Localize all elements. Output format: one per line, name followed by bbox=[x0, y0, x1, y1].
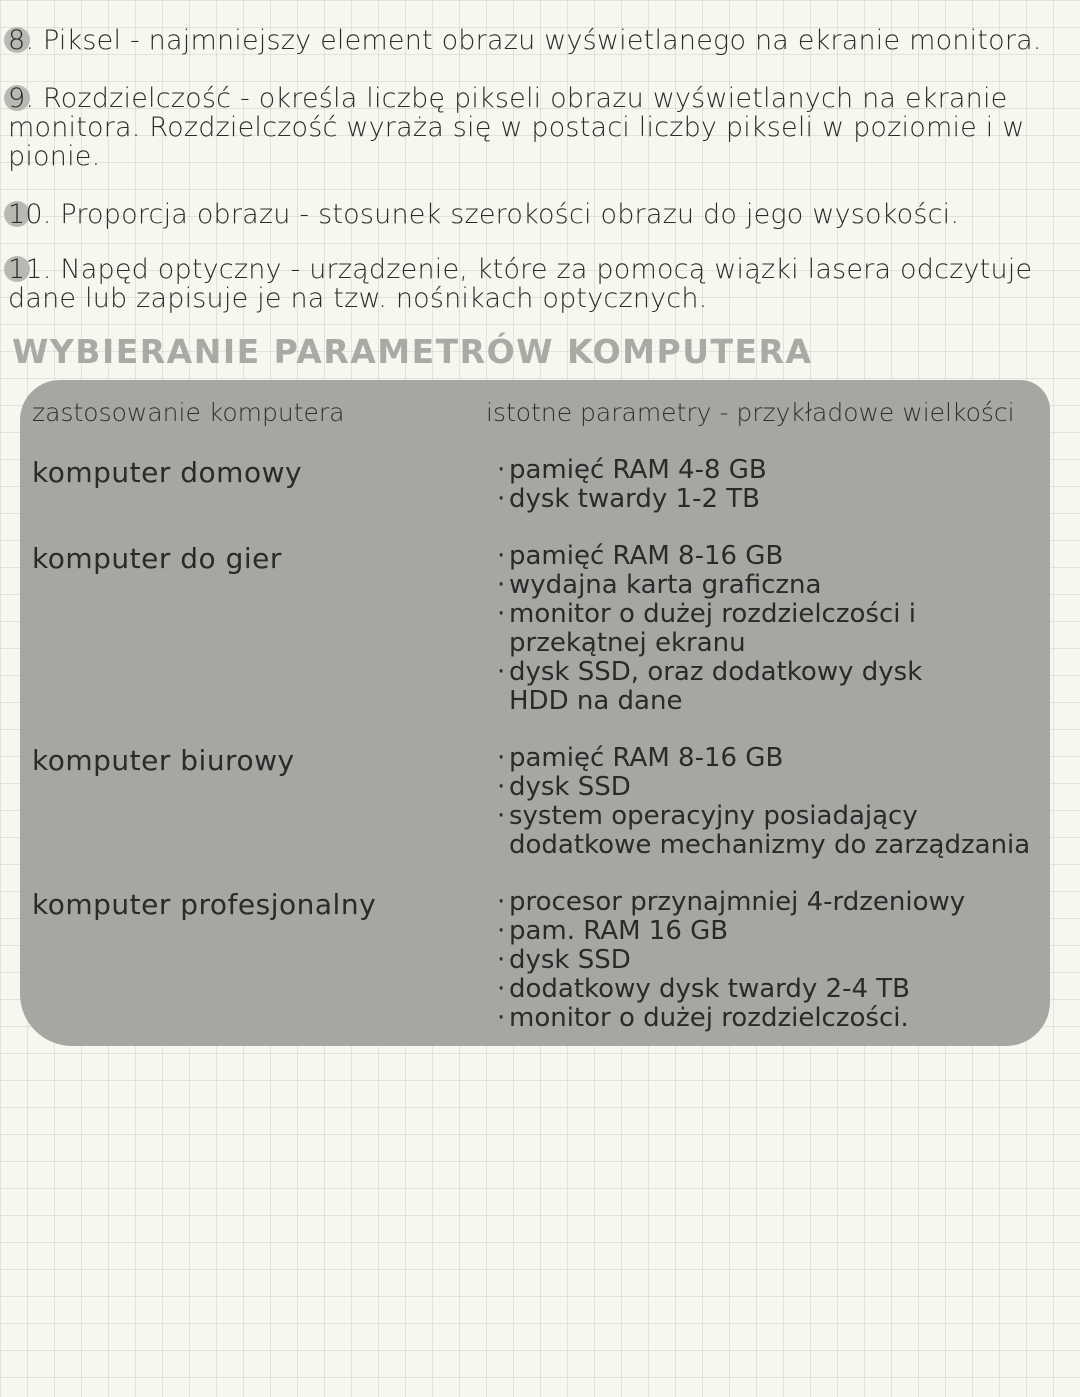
parameter-item: · dysk SSD bbox=[502, 946, 1050, 975]
row-usage: komputer do gier bbox=[32, 542, 282, 575]
definition-item bbox=[8, 84, 1074, 171]
definition-item bbox=[8, 200, 1074, 229]
definition-text: Rozdzielczość - określa liczbę pikseli obrazu wyświetlanych na ekranie monitora. Rozdzielczość wyraża się w postaci liczby pikseli w poziomie i w pionie. bbox=[8, 83, 1025, 172]
row-parameters bbox=[502, 456, 1050, 514]
definition-number: 9. bbox=[8, 83, 35, 114]
row-parameters bbox=[502, 744, 1050, 860]
column-header-parameters: istotne parametry - przykładowe wielkości bbox=[486, 398, 1015, 427]
definition-number: 11. bbox=[8, 254, 52, 285]
parameter-item: · pamięć RAM 4-8 GB bbox=[502, 456, 1050, 485]
parameter-item: · pamięć RAM 8-16 GB bbox=[502, 542, 1050, 571]
parameter-item: · monitor o dużej rozdzielczości. bbox=[502, 1004, 1050, 1033]
row-parameters bbox=[502, 888, 1050, 1033]
definition-item bbox=[8, 26, 1074, 55]
row-parameters bbox=[502, 542, 1050, 716]
parameters-table bbox=[20, 380, 1050, 1046]
definition-number: 10. bbox=[8, 199, 52, 230]
row-usage: komputer domowy bbox=[32, 456, 303, 489]
section-title: WYBIERANIE PARAMETRÓW KOMPUTERA bbox=[12, 332, 813, 371]
column-header-usage: zastosowanie komputera bbox=[32, 398, 345, 427]
parameter-item: · procesor przynajmniej 4-rdzeniowy bbox=[502, 888, 1050, 917]
definition-text: Napęd optyczny - urządzenie, które za pomocą wiązki lasera odczytuje dane lub zapisuje je na tzw. nośnikach optycznych. bbox=[8, 254, 1033, 314]
definition-number: 8. bbox=[8, 25, 35, 56]
row-usage: komputer biurowy bbox=[32, 744, 295, 777]
parameter-item: · dysk twardy 1-2 TB bbox=[502, 485, 1050, 514]
parameter-item: · pam. RAM 16 GB bbox=[502, 917, 1050, 946]
definition-item bbox=[8, 255, 1074, 313]
parameter-item: · wydajna karta graficzna bbox=[502, 571, 1050, 600]
parameter-item: · dysk SSD, oraz dodatkowy dysk HDD na dane bbox=[502, 658, 1050, 716]
parameter-item: · dodatkowy dysk twardy 2-4 TB bbox=[502, 975, 1050, 1004]
definition-text: Piksel - najmniejszy element obrazu wyświetlanego na ekranie monitora. bbox=[42, 25, 1042, 56]
definition-text: Proporcja obrazu - stosunek szerokości obrazu do jego wysokości. bbox=[60, 199, 960, 230]
parameter-item: · monitor o dużej rozdzielczości i przekątnej ekranu bbox=[502, 600, 1050, 658]
parameter-item: · dysk SSD bbox=[502, 773, 1050, 802]
parameter-item: · system operacyjny posiadający dodatkowe mechanizmy do zarządzania bbox=[502, 802, 1050, 860]
parameter-item: · pamięć RAM 8-16 GB bbox=[502, 744, 1050, 773]
row-usage: komputer profesjonalny bbox=[32, 888, 377, 921]
